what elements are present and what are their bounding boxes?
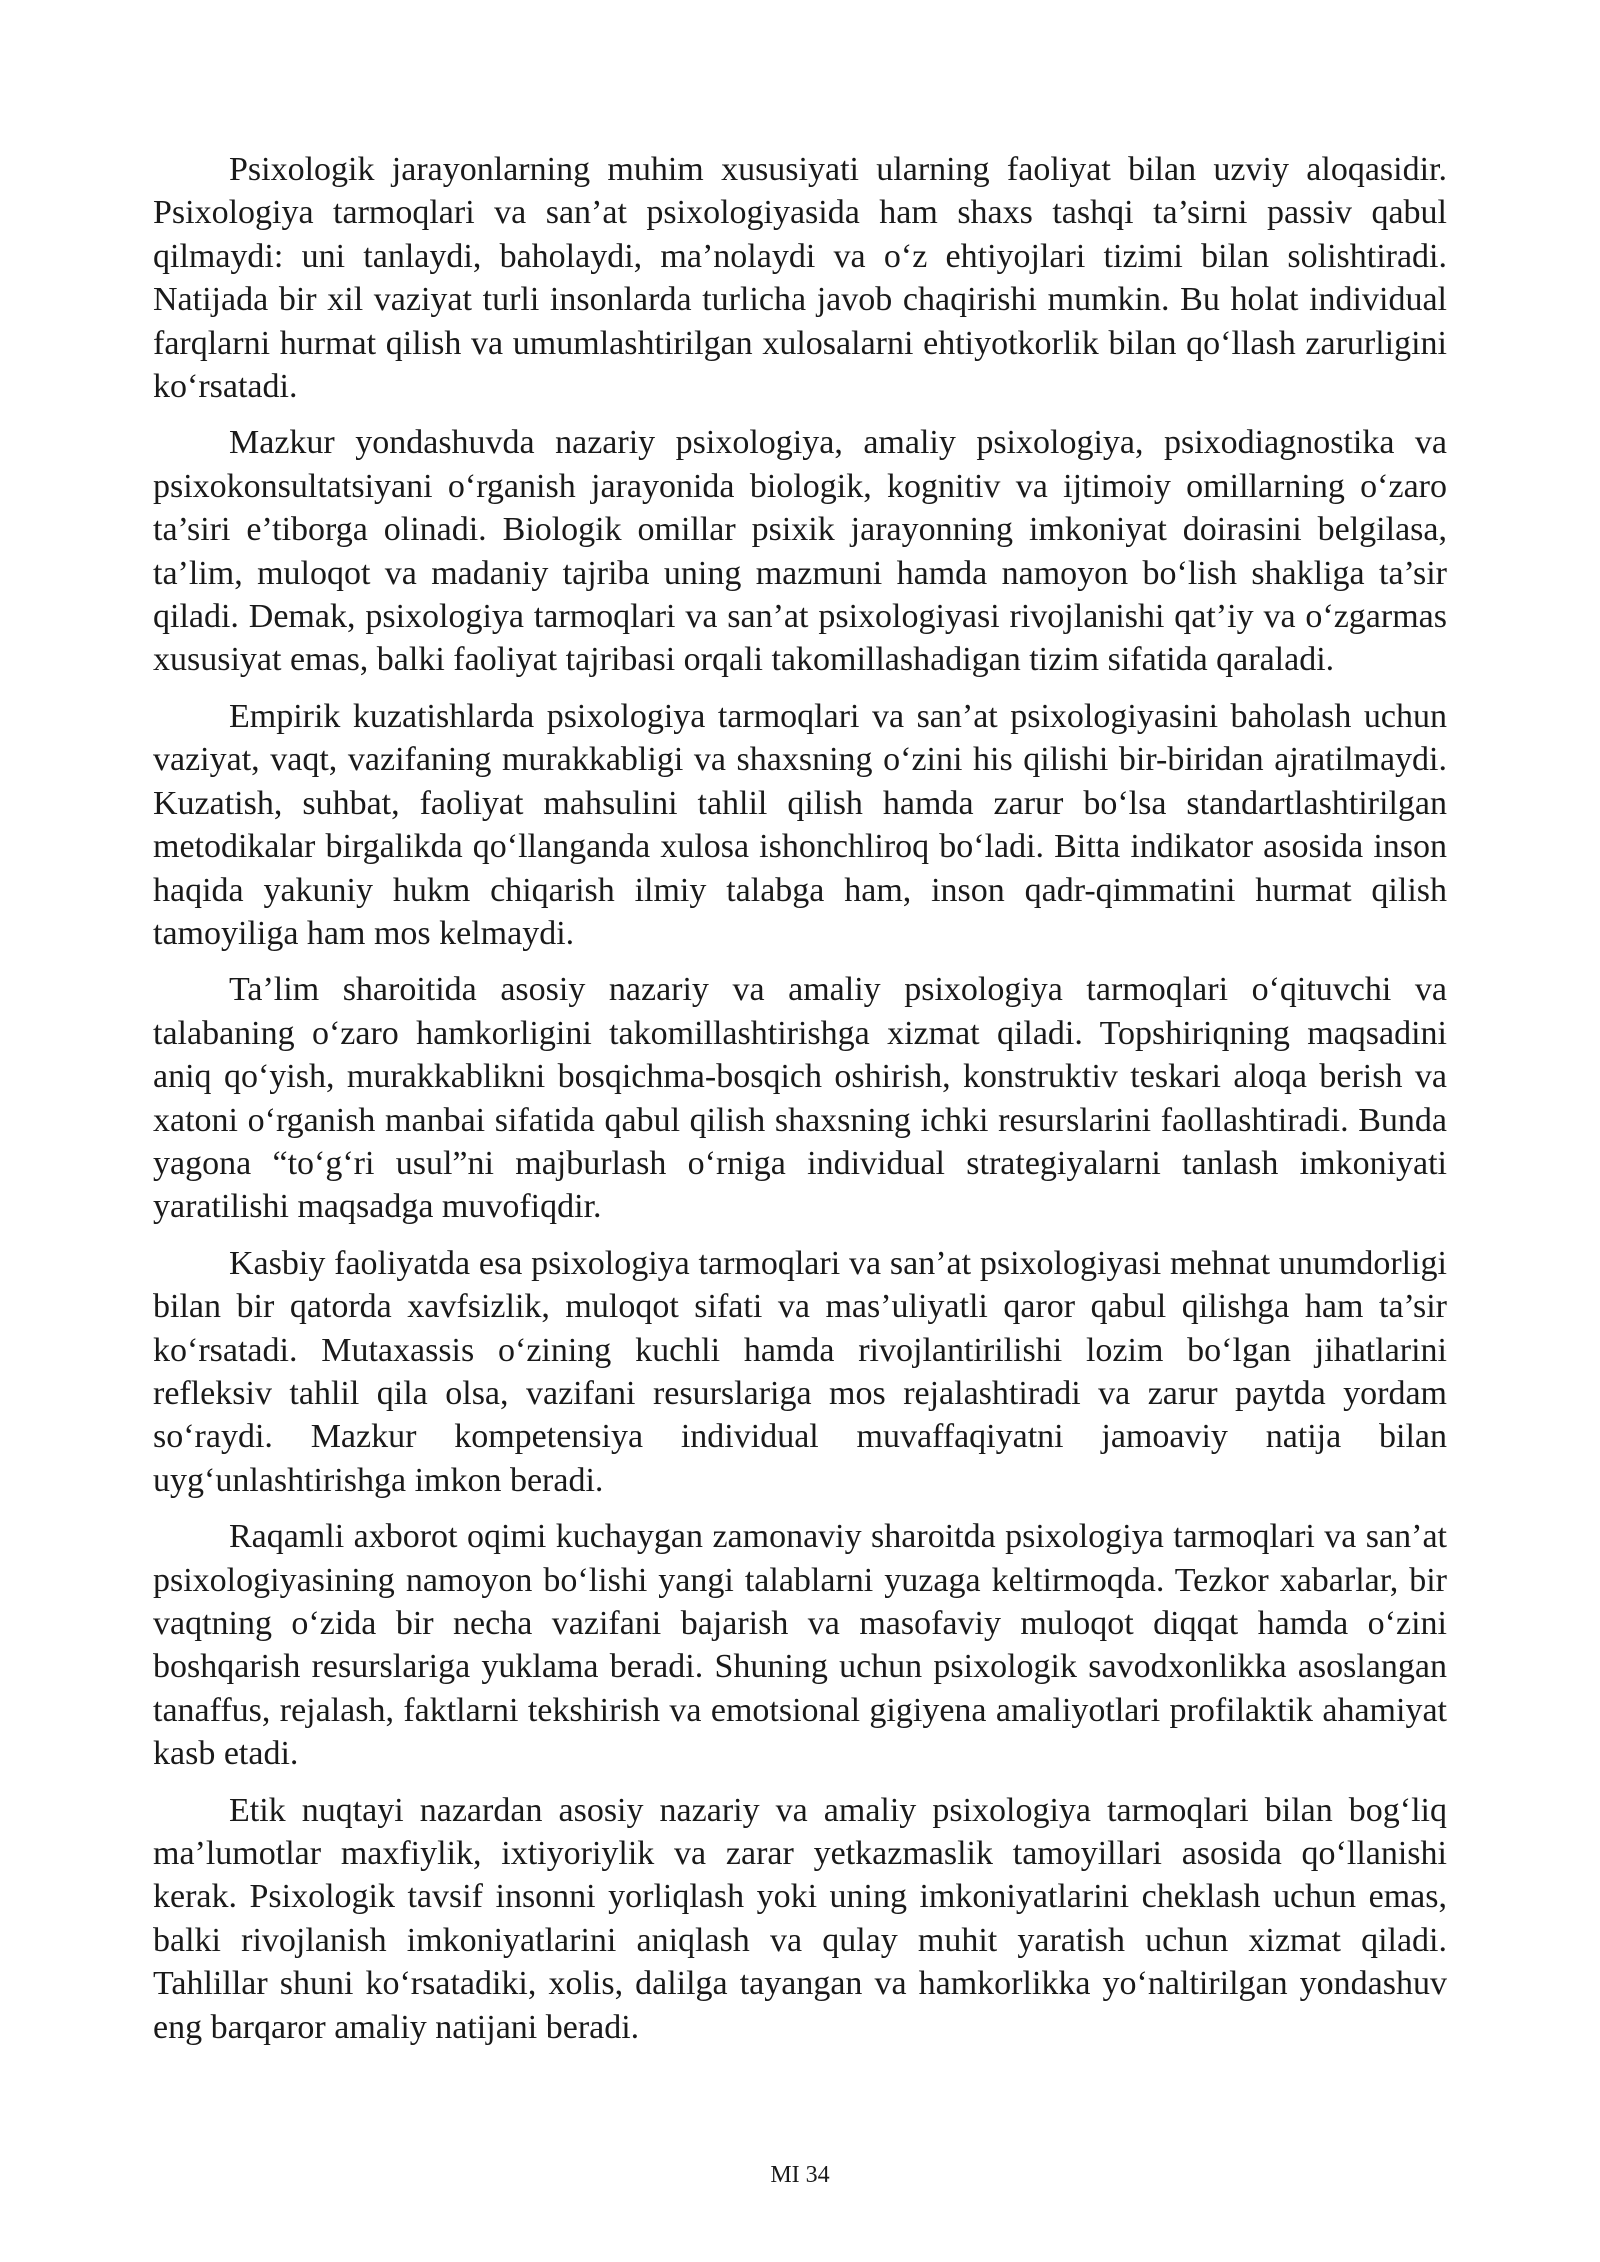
paragraph-7: Etik nuqtayi nazardan asosiy nazariy va amaliy psixologiya tarmoqlari bilan bog‘liq ma’lumotlar maxfiylik, ixtiyoriylik va zarar yetkazmaslik tamoyillari asosida qo‘llanishi kerak. Psixologik tavsif insonni yorliqlash yoki uning imkoniyatlarini cheklash uchun emas, balki rivojlanish imkoniyatlarini aniqlash va qulay muhit yaratish uchun xizmat qiladi. Tahlillar shuni ko‘rsatadiki, xolis, dalilga tayangan va hamkorlikka yo‘naltirilgan yondashuv eng barqaror amaliy natijani beradi.: [153, 1791, 1447, 2046]
paragraph-5: Kasbiy faoliyatda esa psixologiya tarmoqlari va san’at psixologiyasi mehnat unumdorligi bilan bir qatorda xavfsizlik, muloqot sifati va mas’uliyatli qaror qabul qilishga ham ta’sir ko‘rsatadi. Mutaxassis o‘zining kuchli hamda rivojlantirilishi lozim bo‘lgan jihatlarini refleksiv tahlil qila olsa, vazifani resurslariga mos rejalashtiradi va zarur paytda yordam so‘raydi. Mazkur kompetensiya individual muvaffaqiyatni jamoaviy natija bilan uyg‘unlashtirishga imkon beradi.: [153, 1244, 1447, 1499]
paragraph-2: Mazkur yondashuvda nazariy psixologiya, amaliy psixologiya, psixodiagnostika va psixokonsultatsiyani o‘rganish jarayonida biologik, kognitiv va ijtimoiy omillarning o‘zaro ta’siri e’tiborga olinadi. Biologik omillar psixik jarayonning imkoniyat doirasini belgilasa, ta’lim, muloqot va madaniy tajriba uning mazmuni hamda namoyon bo‘lish shakliga ta’sir qiladi. Demak, psixologiya tarmoqlari va san’at psixologiyasi rivojlanishi qat’iy va o‘zgarmas xususiyat emas, balki faoliyat tajribasi orqali takomillashadigan tizim sifatida qaraladi.: [153, 424, 1447, 679]
page-number: MI 34: [770, 2162, 830, 2188]
paragraph-1: Psixologik jarayonlarning muhim xususiyati ularning faoliyat bilan uzviy aloqasidir. Psixologiya tarmoqlari va san’at psixologiyasida ham shaxs tashqi ta’sirni passiv qabul qilmaydi: uni tanlaydi, baholaydi, ma’nolaydi va o‘z ehtiyojlari tizimi bilan solishtiradi. Natijada bir xil vaziyat turli insonlarda turlicha javob chaqirishi mumkin. Bu holat individual farqlarni hurmat qilish va umumlashtirilgan xulosalarni ehtiyotkorlik bilan qo‘llash zarurligini ko‘rsatadi.: [153, 151, 1447, 406]
page-body: [153, 148, 1447, 2062]
paragraph-3: Empirik kuzatishlarda psixologiya tarmoqlari va san’at psixologiyasini baholash uchun vaziyat, vaqt, vazifaning murakkabligi va shaxsning o‘zini his qilishi bir-biridan ajratilmaydi. Kuzatish, suhbat, faoliyat mahsulini tahlil qilish hamda zarur bo‘lsa standartlashtirilgan metodikalar birgalikda qo‘llanganda xulosa ishonchliroq bo‘ladi. Bitta indikator asosida inson haqida yakuniy hukm chiqarish ilmiy talabga ham, inson qadr-qimmatini hurmat qilish tamoyiliga ham mos kelmaydi.: [153, 697, 1447, 952]
paragraph-4: Ta’lim sharoitida asosiy nazariy va amaliy psixologiya tarmoqlari o‘qituvchi va talabaning o‘zaro hamkorligini takomillashtirishga xizmat qiladi. Topshiriqning maqsadini aniq qo‘yish, murakkablikni bosqichma-bosqich oshirish, konstruktiv teskari aloqa berish va xatoni o‘rganish manbai sifatida qabul qilish shaxsning ichki resurslarini faollashtiradi. Bunda yagona “to‘g‘ri usul”ni majburlash o‘rniga individual strategiyalarni tanlash imkoniyati yaratilishi maqsadga muvofiqdir.: [153, 971, 1447, 1226]
paragraph-6: Raqamli axborot oqimi kuchaygan zamonaviy sharoitda psixologiya tarmoqlari va san’at psixologiyasining namoyon bo‘lishi yangi talablarni yuzaga keltirmoqda. Tezkor xabarlar, bir vaqtning o‘zida bir necha vazifani bajarish va masofaviy muloqot diqqat hamda o‘zini boshqarish resurslariga yuklama beradi. Shuning uchun psixologik savodxonlikka asoslangan tanaffus, rejalash, faktlarni tekshirish va emotsional gigiyena amaliyotlari profilaktik ahamiyat kasb etadi.: [153, 1518, 1447, 1773]
